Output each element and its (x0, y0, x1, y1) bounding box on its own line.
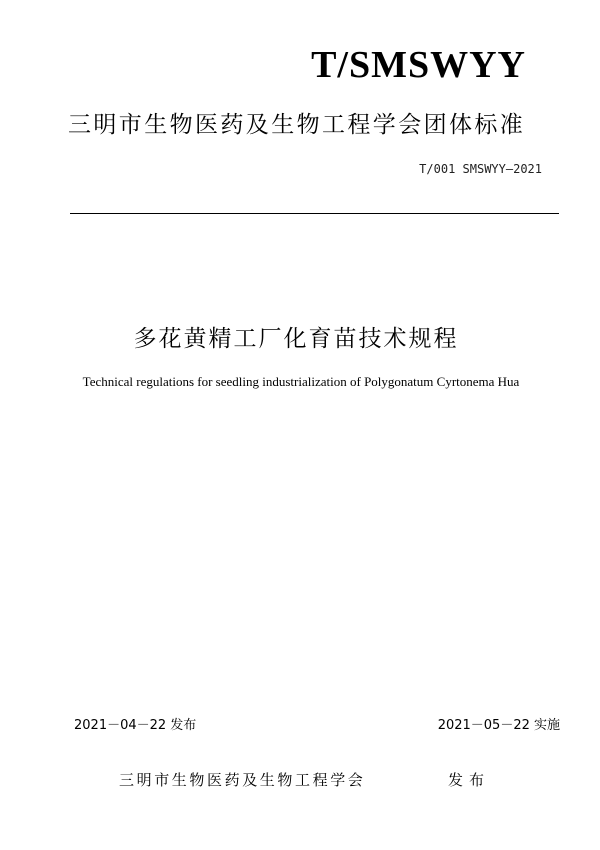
document-title-cn: 多花黄精工厂化育苗技术规程 (133, 326, 459, 352)
header-divider (70, 213, 559, 214)
publish-label: 发布 (448, 771, 491, 789)
publisher-name: 三明市生物医药及生物工程学会 (119, 771, 366, 789)
issue-date: 2021－04－22 发布 (74, 718, 197, 733)
document-title-en: Technical regulations for seedling industrialization of Polygonatum Cyrtonema Hua (82, 374, 520, 389)
standard-number: T/001 SMSWYY—2021 (419, 162, 542, 176)
organization-standard-title: 三明市生物医药及生物工程学会团体标准 (68, 112, 526, 138)
standard-code-logo: T/SMSWYY (311, 44, 526, 86)
implementation-date: 2021－05－22 实施 (437, 718, 560, 733)
